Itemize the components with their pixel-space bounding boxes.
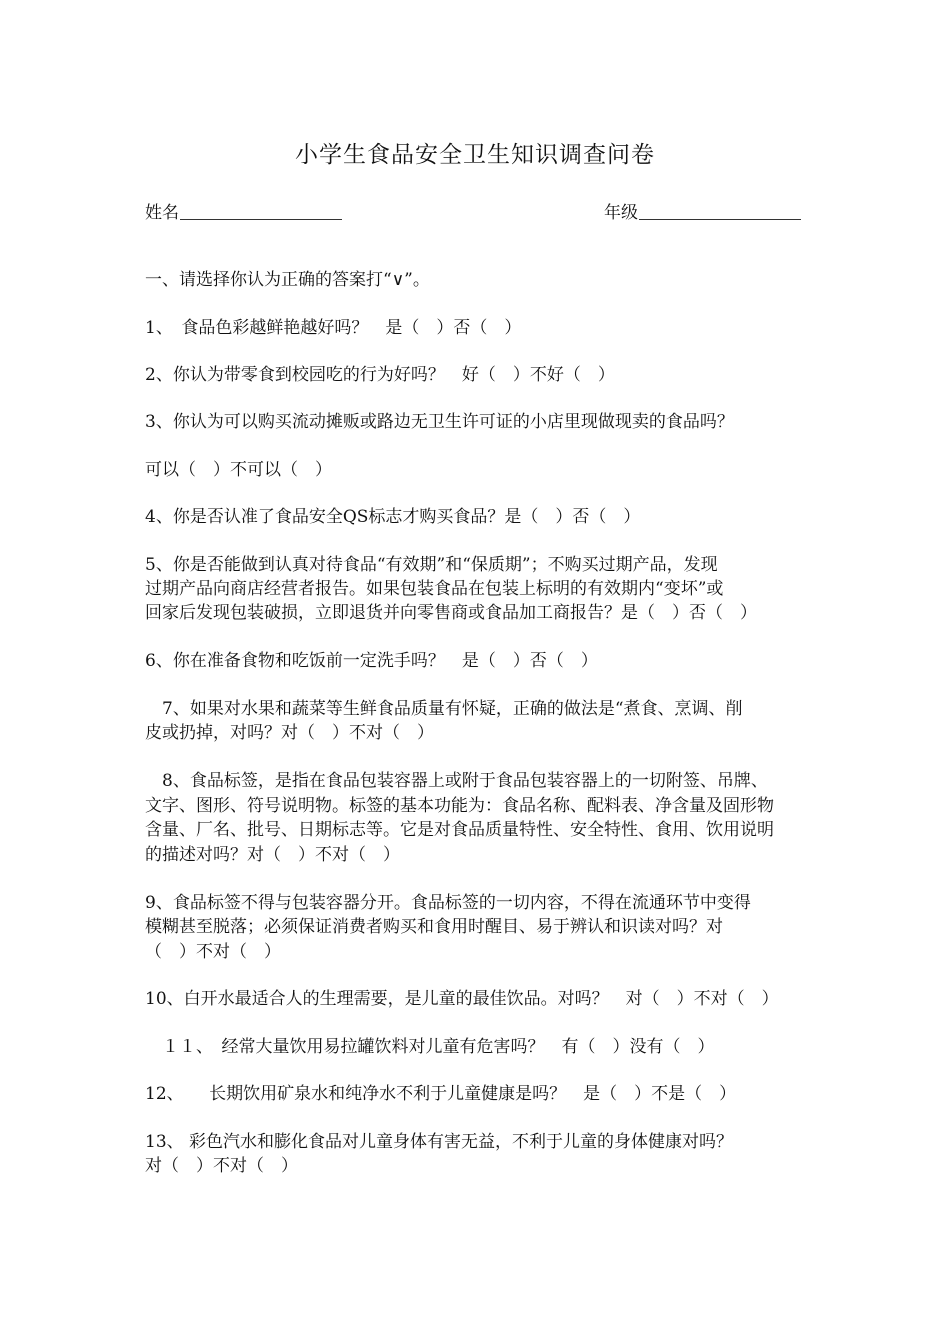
question-line: 5、你是否能做到认真对待食品“有效期”和“保质期”；不购买过期产品，发现 xyxy=(145,555,718,575)
question-line: 2、你认为带零食到校园吃的行为好吗？ 好（ ）不好（ ） xyxy=(145,365,615,385)
grade-field xyxy=(604,198,801,223)
question-line: 3、你认为可以购买流动摊贩或路边无卫生许可证的小店里现做现卖的食品吗？ xyxy=(145,412,734,432)
name-blank[interactable] xyxy=(180,201,342,220)
question-line: 模糊甚至脱落；必须保证消费者购买和食用时醒目、易于辨认和识读对吗？对 xyxy=(145,917,723,937)
question-line: 可以（ ）不可以（ ） xyxy=(145,460,332,480)
question-line: 13、 彩色汽水和膨化食品对儿童身体有害无益，不利于儿童的身体健康对吗？ xyxy=(145,1132,734,1152)
question-line: 12、 长期饮用矿泉水和纯净水不利于儿童健康是吗？ 是（ ）不是（ ） xyxy=(145,1084,737,1104)
name-label: 姓名 xyxy=(145,203,179,223)
question-line: 8、食品标签，是指在食品包装容器上或附于食品包装容器上的一切附签、吊牌、 xyxy=(145,771,768,791)
question-line: （ ）不对（ ） xyxy=(145,942,281,962)
question-line: 含量、厂名、批号、日期标志等。它是对食品质量特性、安全特性、食用、饮用说明 xyxy=(145,820,774,840)
question-line: 的描述对吗？对（ ）不对（ ） xyxy=(145,845,400,865)
grade-blank[interactable] xyxy=(639,201,801,220)
question-line: 文字、图形、符号说明物。标签的基本功能为：食品名称、配料表、净含量及固形物 xyxy=(145,796,774,816)
question-line: １１、 经常大量饮用易拉罐饮料对儿童有危害吗？ 有（ ）没有（ ） xyxy=(145,1037,715,1057)
question-line: 6、你在准备食物和吃饭前一定洗手吗？ 是（ ）否（ ） xyxy=(145,651,598,671)
question-line: 4、你是否认准了食品安全QS标志才购买食品？是（ ）否（ ） xyxy=(145,507,641,527)
question-line: 10、白开水最适合人的生理需要，是儿童的最佳饮品。对吗？ 对（ ）不对（ ） xyxy=(145,989,779,1009)
question-line: 对（ ）不对（ ） xyxy=(145,1156,298,1176)
question-line: 过期产品向商店经营者报告。如果包装食品在包装上标明的有效期内“变坏”或 xyxy=(145,579,724,599)
question-line: 皮或扔掉，对吗？对（ ）不对（ ） xyxy=(145,723,434,743)
question-line: 回家后发现包装破损，立即退货并向零售商或食品加工商报告？是（ ）否（ ） xyxy=(145,603,757,623)
grade-label: 年级 xyxy=(604,203,638,223)
name-field xyxy=(145,198,342,223)
question-line: 1、 食品色彩越鲜艳越好吗？ 是（ ）否（ ） xyxy=(145,318,522,338)
page-title: 小学生食品安全卫生知识调查问卷 xyxy=(295,142,655,168)
question-line: 9、食品标签不得与包装容器分开。食品标签的一切内容，不得在流通环节中变得 xyxy=(145,893,751,913)
question-line: 7、如果对水果和蔬菜等生鲜食品质量有怀疑，正确的做法是“煮食、烹调、削 xyxy=(145,699,743,719)
section-heading: 一、请选择你认为正确的答案打“∨”。 xyxy=(145,270,430,290)
